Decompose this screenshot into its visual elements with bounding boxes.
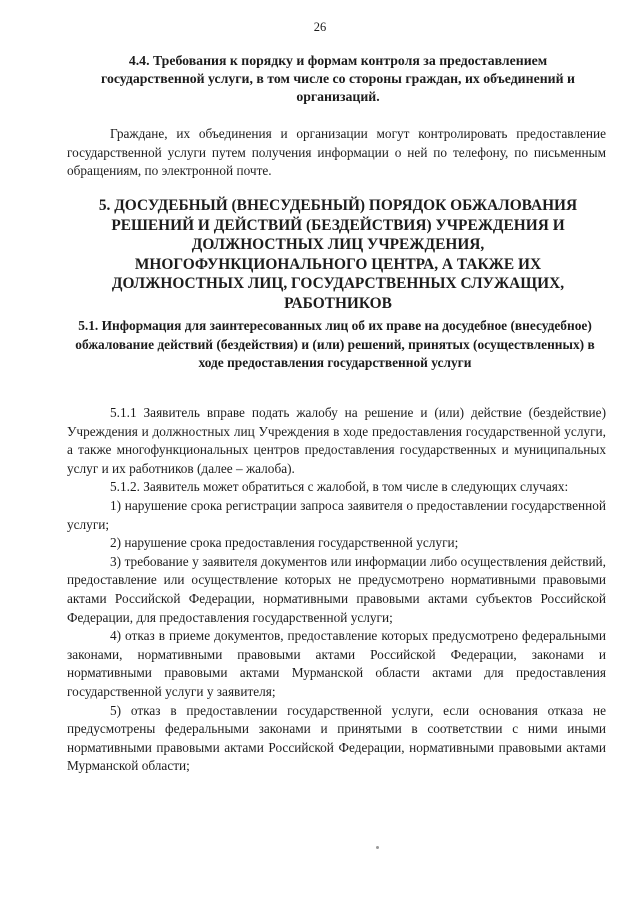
- section-4-4-heading: 4.4. Требования к порядку и формам контроля за предоставлением государственной услуги, в том числе со стороны граждан, их объединений и организаций.: [101, 53, 575, 104]
- list-item-1: 1) нарушение срока регистрации запроса заявителя о предоставлении государственной услуги;: [67, 497, 606, 532]
- list-item-5: 5) отказ в предоставлении государственной услуги, если основания отказа не предусмотрены федеральными законами и принятыми в соответствии с ними иными нормативными правовыми актами Российской Федерации, нормативными правовыми актами Мурманской области;: [67, 702, 606, 774]
- section-5-heading: 5. ДОСУДЕБНЫЙ (ВНЕСУДЕБНЫЙ) ПОРЯДОК ОБЖАЛОВАНИЯ РЕШЕНИЙ И ДЕЙСТВИЙ (БЕЗДЕЙСТВИЯ) УЧРЕЖДЕНИЯ И ДОЛЖНОСТНЫХ ЛИЦ УЧРЕЖДЕНИЯ, МНОГОФУНКЦИОНАЛЬНОГО ЦЕНТРА, А ТАКЖЕ ИХ ДОЛЖНОСТНЫХ ЛИЦ, ГОСУДАРСТВЕННЫХ СЛУЖАЩИХ, РАБОТНИКОВ: [98, 197, 578, 312]
- list-item-4: 4) отказ в приеме документов, предоставление которых предусмотрено федеральными законами, нормативными правовыми актами Российской Федерации, законами и нормативными правовыми актами Мурманской области актами для предоставления государственной услуги у заявителя;: [67, 628, 606, 699]
- paragraph-5-1-2: 5.1.2. Заявитель может обратиться с жалобой, в том числе в следующих случаях:: [110, 479, 569, 495]
- scan-speck: [376, 846, 379, 849]
- list-item-3: 3) требование у заявителя документов или информации либо осуществления действий, предоставление или осуществление которых не предусмотрено нормативными правовыми актами Российской Федерации, нормативными правовыми актами субъектов Российской Федерации, для предоставления государственной услуги;: [67, 553, 606, 625]
- page-number: 26: [313, 20, 327, 34]
- section-5-1-body: [67, 404, 606, 776]
- paragraph-5-1-1: 5.1.1 Заявитель вправе подать жалобу на решение и (или) действие (бездействие) Учреждения и должностных лиц Учреждения в ходе предоставления государственной услуги, а также многофункциональных центров предоставления государственных и муниципальных услуг и их работников (далее – жалоба).: [67, 405, 606, 476]
- section-4-4-paragraph: Граждане, их объединения и организации могут контролировать предоставление государственной услуги путем получения информации о ней по телефону, по письменным обращениям, по электронной почте.: [67, 126, 606, 178]
- list-item-2: 2) нарушение срока предоставления государственной услуги;: [110, 535, 459, 551]
- section-5-1-heading: 5.1. Информация для заинтересованных лиц об их праве на досудебное (внесудебное) обжалование действий (бездействия) и (или) решений, принятых (осуществленных) в ходе предоставления государственной услуги: [75, 318, 595, 370]
